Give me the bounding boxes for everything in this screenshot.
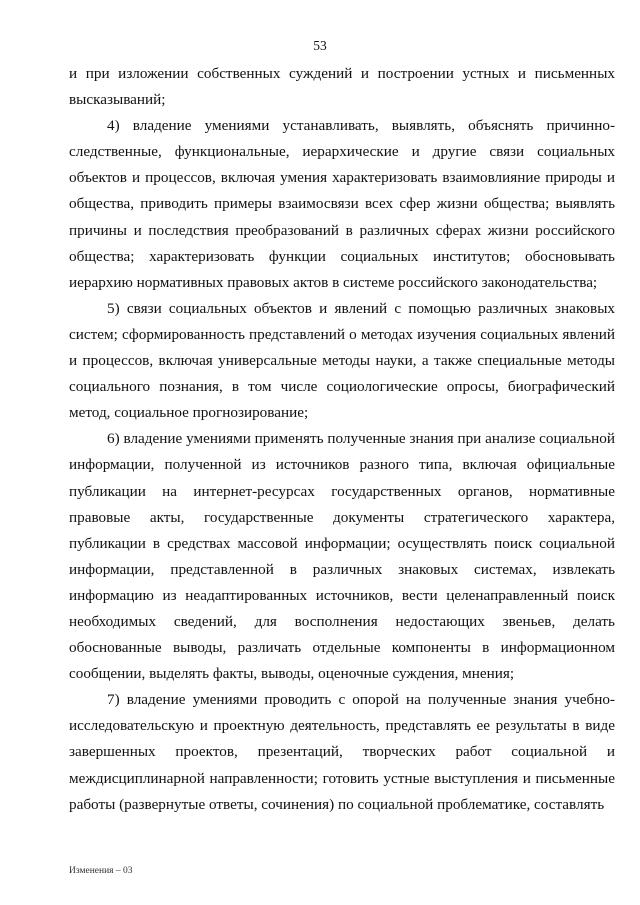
- footer-revision-note: Изменения – 03: [69, 866, 133, 876]
- body-text: [69, 61, 615, 818]
- page-number: 53: [313, 38, 327, 53]
- paragraph-item-6: 6) владение умениями применять полученные знания при анализе социальной информации, полученной из источников разного типа, включая официальные публикации на интернет-ресурсах государственных органов, нормативные правовые акты, государственные документы стратегического характера, публикации в средствах массовой информации; осуществлять поиск социальной информации, представленной в различных знаковых системах, извлекать информацию из неадаптированных источников, вести целенаправленный поиск необходимых сведений, для восполнения недостающих звеньев, делать обоснованные выводы, различать отдельные компоненты в информационном сообщении, выделять факты, выводы, оценочные суждения, мнения;: [69, 430, 615, 683]
- paragraph-item-5: 5) связи социальных объектов и явлений с помощью различных знаковых систем; сформированность представлений о методах изучения социальных явлений и процессов, включая универсальные методы науки, а также специальные методы социального познания, в том числе социологические опросы, биографический метод, социальное прогнозирование;: [69, 299, 615, 422]
- paragraph-continuation: и при изложении собственных суждений и построении устных и письменных высказываний;: [69, 65, 615, 109]
- paragraph-item-7: 7) владение умениями проводить с опорой на полученные знания учебно-исследовательскую и проектную деятельность, представлять ее результаты в виде завершенных проектов, презентаций, творческих работ социальной и междисциплинарной направленности; готовить устные выступления и письменные работы (развернутые ответы, сочинения) по социальной проблематике, составлять: [69, 691, 615, 813]
- paragraph-item-4: 4) владение умениями устанавливать, выявлять, объяснять причинно-следственные, функциональные, иерархические и другие связи социальных объектов и процессов, включая умения характеризовать взаимовлияние природы и общества, приводить примеры взаимосвязи всех сфер жизни общества; выявлять причины и последствия преобразований в различных сферах жизни российского общества; характеризовать функции социальных институтов; обосновывать иерархию нормативных правовых актов в системе российского законодательства;: [69, 117, 615, 291]
